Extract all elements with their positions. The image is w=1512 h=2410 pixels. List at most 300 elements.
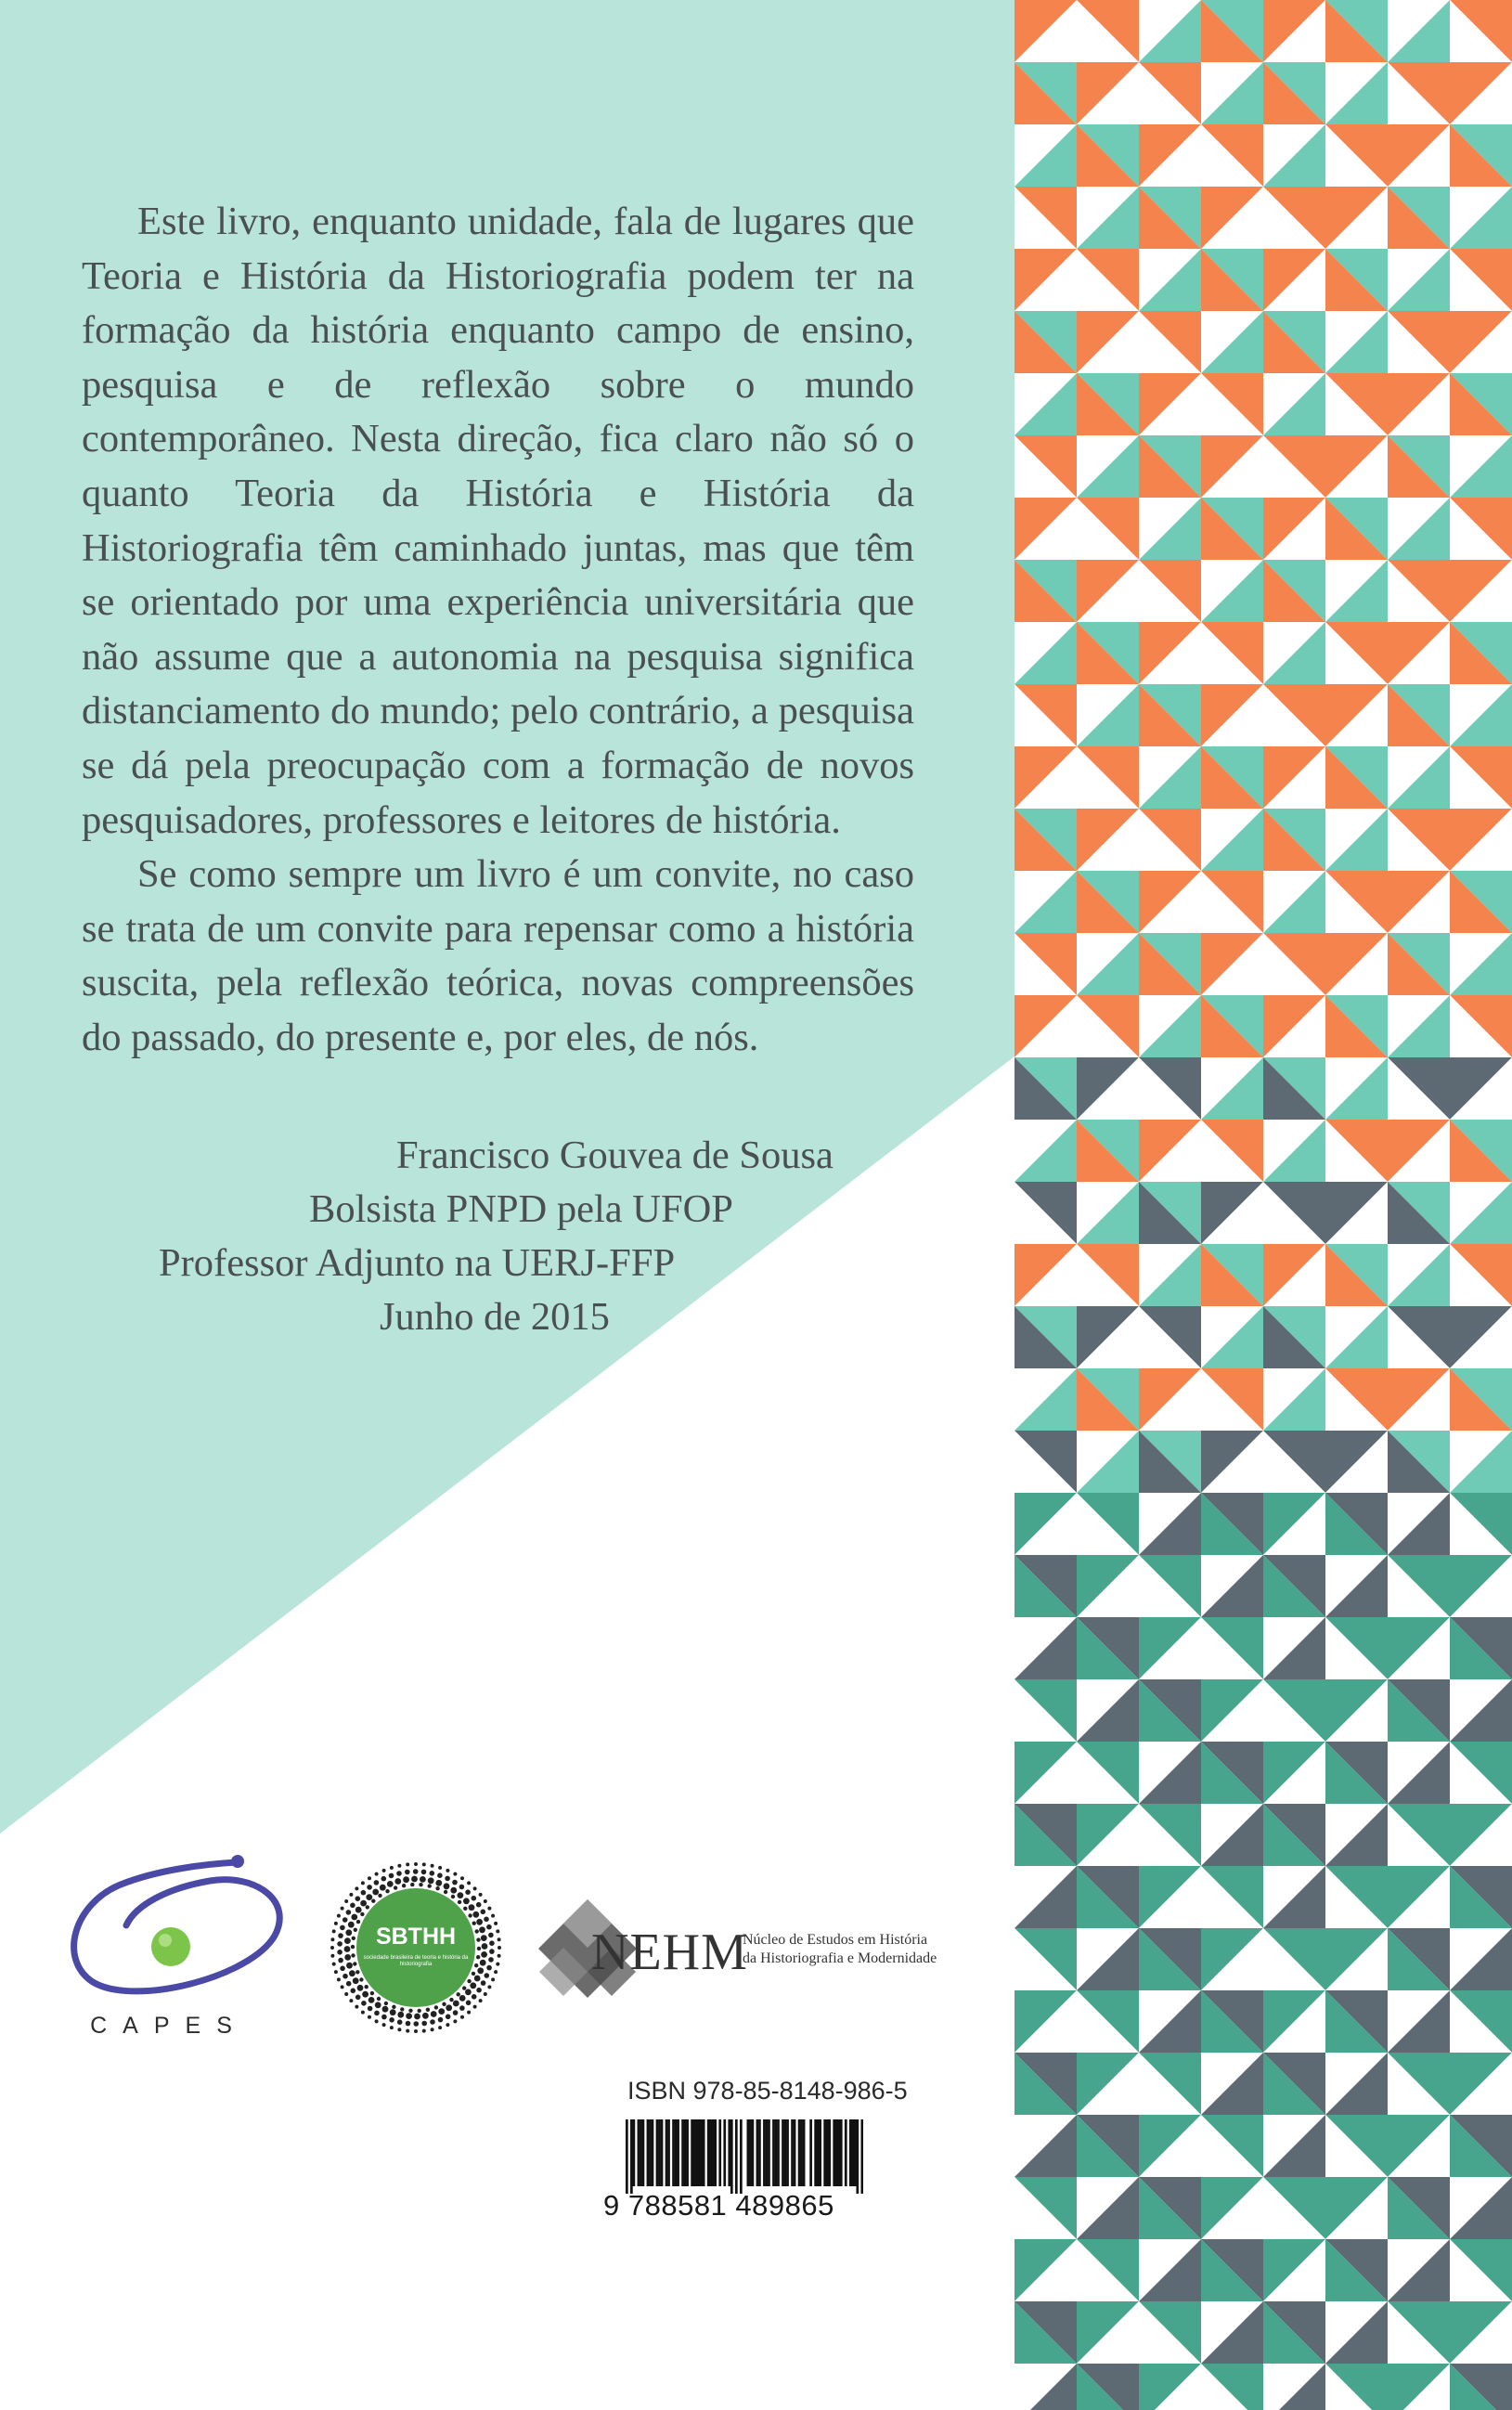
sbthh-ring-dot <box>366 1894 372 1900</box>
sbthh-ring-dot <box>368 2006 373 2012</box>
sbthh-ring-dot <box>405 1870 410 1875</box>
barcode-bar <box>666 2119 668 2186</box>
sbthh-ring-dot <box>460 1876 464 1880</box>
barcode-bar <box>817 2119 820 2186</box>
barcode-bar <box>845 2119 847 2186</box>
sbthh-ring-dot <box>397 2019 403 2025</box>
sbthh-ring-dot <box>496 1963 499 1966</box>
sbthh-ring-dot <box>422 2029 426 2033</box>
sbthh-ring-dot <box>463 1907 467 1911</box>
sbthh-ring-dot <box>487 1907 491 1911</box>
sbthh-ring-dot <box>462 1986 466 1989</box>
sbthh-ring-dot <box>459 1885 465 1890</box>
sbthh-ring-dot <box>361 1881 365 1885</box>
sbthh-ring-dot <box>355 2005 358 2009</box>
sbthh-ring-dot <box>372 1889 379 1896</box>
sbthh-ring-dot <box>477 1967 484 1974</box>
barcode-bar <box>672 2119 675 2186</box>
sbthh-ring-dot <box>340 1966 345 1972</box>
sbthh-ring-dot <box>357 1985 364 1991</box>
sbthh-ring-dot <box>474 1976 481 1982</box>
sbthh-ring-dot <box>344 1946 351 1952</box>
sbthh-ring-dot <box>451 1895 455 1898</box>
barcode-bar <box>735 2119 738 2194</box>
barcode-bar <box>794 2119 796 2186</box>
sbthh-ring-dot <box>342 1917 348 1923</box>
sbthh-ring-dot <box>353 1977 359 1984</box>
barcode-bar <box>823 2119 826 2186</box>
sbthh-ring-dot <box>380 1885 386 1891</box>
sbthh-ring-dot <box>355 1995 361 2001</box>
sbthh-ring-dot <box>368 1997 375 2003</box>
sbthh-ring-dot <box>472 1911 479 1918</box>
barcode-bar <box>647 2119 650 2186</box>
sbthh-ring-dot <box>406 2013 412 2019</box>
sbthh-ring-dot <box>351 1945 355 1949</box>
sbthh-ring-dot <box>340 1925 345 1931</box>
nehm-subtitle-line-2: da Historiografia e Modernidade <box>743 1950 937 1966</box>
sbthh-ring-dot <box>446 2023 449 2027</box>
barcode-bar <box>684 2119 687 2186</box>
barcode-bar <box>826 2119 829 2186</box>
sbthh-ring-dot <box>394 1878 401 1885</box>
sbthh-ring-dot <box>481 1935 487 1941</box>
sbthh-ring-dot <box>389 2017 394 2023</box>
sbthh-ring-dot <box>349 1893 353 1897</box>
nehm-subtitle <box>743 1931 937 1968</box>
sbthh-ring-dot <box>453 2010 459 2015</box>
sbthh-ring-dot <box>426 2008 430 2012</box>
sbthh-ring-dot <box>420 1876 426 1883</box>
sbthh-ring-dot <box>434 2005 438 2009</box>
barcode-bar <box>652 2119 654 2186</box>
sbthh-ring-dot <box>330 1954 334 1958</box>
sbthh-ring-dot <box>470 1982 476 1989</box>
sbthh-ring-dot <box>342 1974 348 1979</box>
sbthh-ring-dot <box>389 1873 394 1879</box>
barcode-bar <box>768 2119 770 2186</box>
sbthh-ring-dot <box>390 2009 396 2015</box>
sbthh-ring-dot <box>491 1977 495 1981</box>
sbthh-ring-dot <box>487 1985 491 1989</box>
sbthh-ring-dot <box>381 2015 387 2020</box>
barcode-bar <box>798 2119 801 2186</box>
sbthh-ring-dot <box>366 1905 369 1909</box>
barcode-bar <box>649 2119 652 2186</box>
capes-logo <box>56 1847 297 2010</box>
barcode-bar <box>782 2119 784 2186</box>
sbthh-ring-dot <box>387 1881 394 1887</box>
sbthh-ring-dot <box>476 1902 482 1908</box>
barcode-bar <box>860 2119 863 2194</box>
sbthh-ring-dot <box>481 1980 486 1986</box>
sbthh-ring-dot <box>491 1914 495 1918</box>
sbthh-ring-dot <box>351 1953 355 1957</box>
sbthh-ring-dot <box>410 1883 414 1886</box>
sbthh-ring-dot <box>367 1885 372 1890</box>
barcode-bar <box>763 2119 766 2186</box>
nehm-subtitle-line-1: Núcleo de Estudos em História <box>743 1932 928 1948</box>
sbthh-ring-dot <box>446 2015 451 2020</box>
sbthh-ring-dot <box>473 2005 477 2009</box>
sbthh-ring-dot <box>484 1992 487 1996</box>
sbthh-ring-dot <box>375 1872 379 1876</box>
sbthh-ring-dot <box>459 2005 465 2011</box>
barcode-bar <box>756 2119 759 2186</box>
barcode-bar <box>667 2119 670 2186</box>
sbthh-ring-dot <box>330 1937 334 1941</box>
sbthh-ring-dot <box>430 1871 435 1876</box>
barcode-bar <box>747 2119 750 2186</box>
sbthh-ring-dot <box>430 2019 435 2025</box>
sbthh-ring-dot <box>459 1995 466 2002</box>
sbthh-ring-dot <box>397 2028 401 2031</box>
sbthh-ring-dot <box>465 1889 471 1895</box>
sbthh-ring-dot <box>345 1929 352 1936</box>
sbthh-ring-dot <box>355 1970 359 1974</box>
sbthh-ring-dot <box>355 1907 362 1913</box>
sbthh-ring-dot <box>431 1864 434 1868</box>
sbthh-ring-dot <box>444 1890 447 1894</box>
barcode-bar <box>691 2119 693 2186</box>
sbthh-ring-dot <box>480 1960 486 1966</box>
sbthh-ring-dot <box>428 1884 432 1887</box>
barcode-bar <box>749 2119 752 2186</box>
sbthh-ring-dot <box>344 1992 348 1996</box>
sbthh-ring-dot <box>337 1941 342 1947</box>
barcode-bar <box>630 2119 633 2194</box>
sbthh-ring-dot <box>385 1889 389 1893</box>
sbthh-ring-dot <box>435 1880 442 1886</box>
sbthh-ring-dot <box>489 1949 495 1954</box>
sbthh-ring-dot <box>460 2015 464 2019</box>
sbthh-ring-dot <box>486 1965 492 1971</box>
sbthh-ring-dot <box>397 2012 404 2018</box>
barcode-bar <box>714 2119 717 2186</box>
sbthh-ring-dot <box>476 1919 483 1925</box>
barcode-bar <box>730 2119 733 2194</box>
barcode-bar <box>700 2119 703 2186</box>
barcode-bar <box>772 2119 775 2186</box>
sbthh-ring-dot <box>362 1991 368 1998</box>
sbthh-ring-dot <box>352 1937 355 1940</box>
sbthh-ring-dot <box>438 2017 444 2023</box>
barcode-bar <box>686 2119 689 2186</box>
barcode-digits: 9 788581 489865 <box>603 2189 834 2222</box>
sbthh-ring-dot <box>337 1914 341 1918</box>
sbthh-ring-dot <box>422 1862 426 1866</box>
sbthh-ring-dot <box>341 1985 344 1989</box>
sbthh-ring-dot <box>476 1937 480 1941</box>
sbthh-ring-dot <box>361 2001 367 2006</box>
sbthh-ring-dot <box>371 1899 375 1903</box>
barcode-bar <box>718 2119 721 2186</box>
sbthh-ring-dot <box>419 1883 422 1886</box>
sbthh-ring-dot <box>494 1922 498 1925</box>
sbthh-ring-dot <box>479 1926 485 1933</box>
sbthh-ring-dot <box>431 2028 434 2031</box>
sbthh-ring-dot <box>359 1977 363 1981</box>
sbthh-ring-dot <box>408 2009 412 2013</box>
sbthh-ring-dot <box>437 1872 443 1878</box>
sbthh-ring-dot <box>453 2019 457 2023</box>
sbthh-ring-dot <box>431 2011 437 2017</box>
sbthh-ring-dot <box>355 1886 358 1890</box>
sbthh-ring-dot <box>382 2006 389 2013</box>
sbthh-ring-dot <box>384 2002 388 2005</box>
sbthh-ring-dot <box>349 1999 353 2002</box>
geometric-pattern-strip <box>1014 0 1512 2410</box>
barcode-bar <box>786 2119 789 2186</box>
sbthh-ring-dot <box>467 1881 471 1885</box>
sbthh-ring-dot <box>353 1962 356 1965</box>
sbthh-ring-dot <box>466 2001 472 2006</box>
barcode-bar <box>809 2119 812 2186</box>
sbthh-ring-dot <box>348 1922 355 1928</box>
sbthh-ring-dot <box>486 1924 492 1930</box>
sbthh-ring-dot <box>351 1914 357 1921</box>
sbthh-ring-dot <box>438 1866 442 1870</box>
sbthh-ring-dot <box>484 1899 487 1903</box>
blurb-paragraph-2: Se como sempre um livro é um convite, no caso se trata de um convite para repensar como a história suscita, pela reflexão teórica, novas compreensões do passado, do presente e, por eles, de nós. <box>82 852 914 1059</box>
barcode-bar <box>800 2119 803 2186</box>
sbthh-ring-dot <box>444 1883 450 1889</box>
sbthh-ring-dot <box>467 2011 471 2015</box>
barcode-bar <box>709 2119 712 2186</box>
signature-name: Francisco Gouvea de Sousa <box>396 1134 834 1177</box>
barcode-bar <box>784 2119 787 2186</box>
sbthh-ring-dot <box>479 1999 483 2002</box>
sbthh-ring-dot <box>422 2013 429 2019</box>
barcode-bar <box>740 2119 743 2194</box>
sbthh-ring-dot <box>346 1910 352 1915</box>
barcode-bar <box>819 2119 821 2186</box>
barcode-bar <box>833 2119 835 2186</box>
sbthh-ring-dot <box>469 1904 475 1911</box>
sbthh-ring-dot <box>400 2007 404 2011</box>
sbthh-ring-dot <box>355 1896 361 1901</box>
sbthh-ring-dot <box>382 2023 386 2027</box>
sbthh-ring-dot <box>392 2005 395 2009</box>
barcode-bar <box>854 2119 857 2186</box>
sbthh-ring-dot <box>498 1946 501 1950</box>
sbthh-ring-dot <box>467 1979 471 1983</box>
sbthh-ring-dot <box>344 1899 348 1903</box>
sbthh-ring-dot <box>445 1876 450 1882</box>
sbthh-ring-dot <box>337 1977 341 1981</box>
sbthh-ring-dot <box>449 1998 453 2002</box>
sbthh-ring-dot <box>472 1972 475 1976</box>
barcode-bar <box>658 2119 661 2186</box>
sbthh-ring-dot <box>368 2015 371 2019</box>
barcode-bar <box>656 2119 659 2186</box>
barcode-bar <box>766 2119 769 2186</box>
sbthh-ring-dot <box>481 1951 487 1958</box>
sbthh-ring-dot <box>485 1973 490 1978</box>
barcode-bar <box>703 2119 705 2186</box>
sbthh-ring-dot <box>468 1913 472 1917</box>
sbthh-ring-dot <box>334 1922 338 1925</box>
sbthh-ring-dot <box>330 1946 334 1950</box>
barcode-bar <box>642 2119 645 2186</box>
sbthh-ring-dot <box>375 2019 379 2023</box>
nehm-label: NEHM <box>591 1924 748 1981</box>
sbthh-ring-dot <box>414 2021 420 2027</box>
barcode-bar <box>752 2119 755 2186</box>
sbthh-ring-dot <box>382 1869 386 1872</box>
capes-label: CAPES <box>90 2013 248 2039</box>
sbthh-subtitle: sociedade brasileira de teoria e história da historiografia <box>363 1955 469 1967</box>
sbthh-ring-dot <box>332 1963 336 1966</box>
sbthh-ring-dot <box>397 1864 401 1868</box>
sbthh-ring-dot <box>457 1992 460 1996</box>
barcode-bar <box>712 2119 715 2186</box>
barcode-bar <box>675 2119 678 2186</box>
sbthh-ring-dot <box>476 1955 480 1959</box>
sbthh-ring-dot <box>458 1900 461 1904</box>
sbthh-ring-dot <box>375 2002 381 2008</box>
sbthh-ring-dot <box>370 1991 374 1995</box>
sbthh-ring-dot <box>453 1872 457 1876</box>
sbthh-ring-dot <box>411 1876 418 1883</box>
sbthh-ring-dot <box>438 2008 445 2015</box>
barcode-bar <box>856 2119 859 2194</box>
sbthh-ring-dot <box>346 1981 352 1987</box>
sbthh-ring-dot <box>421 2021 427 2027</box>
sbthh-ring-dot <box>450 1887 457 1894</box>
barcode-bar <box>849 2119 852 2186</box>
sbthh-ring-dot <box>481 1910 486 1915</box>
sbthh-ring-dot <box>346 1963 353 1969</box>
barcode-bar <box>837 2119 840 2186</box>
sbthh-ring-dot <box>438 2026 442 2029</box>
barcode-bar <box>814 2119 817 2186</box>
barcode-bar <box>626 2119 628 2194</box>
sbthh-ring-dot <box>479 1893 483 1897</box>
isbn-label: ISBN 978-85-8148-986-5 <box>627 2077 908 2105</box>
sbthh-ring-dot <box>476 1988 482 1993</box>
sbthh-ring-dot <box>381 1876 387 1882</box>
sbthh-ring-dot <box>421 1870 427 1875</box>
isbn-barcode <box>626 2119 863 2194</box>
barcode-bar <box>661 2119 664 2186</box>
sbthh-ring-dot <box>446 2004 452 2011</box>
sbthh-ring-dot <box>344 1954 351 1961</box>
barcode-bar <box>698 2119 701 2186</box>
barcode-bar <box>723 2119 726 2186</box>
sbthh-ring-dot <box>374 2011 380 2016</box>
barcode-bar <box>693 2119 696 2186</box>
barcode-bar <box>775 2119 778 2186</box>
sbthh-ring-dot <box>442 2002 446 2006</box>
sbthh-ring-dot <box>482 1943 488 1950</box>
sbthh-ring-dot <box>414 2014 420 2020</box>
sbthh-ring-dot <box>344 1937 351 1944</box>
sbthh-ring-dot <box>452 1880 458 1885</box>
sbthh-ring-dot <box>394 1885 397 1889</box>
sbthh-ring-dot <box>494 1970 498 1974</box>
sbthh-ring-dot <box>496 1929 499 1933</box>
barcode-bar <box>835 2119 838 2186</box>
sbthh-ring-dot <box>498 1954 501 1958</box>
barcode-bar <box>681 2119 684 2186</box>
sbthh-ring-dot <box>402 1884 406 1887</box>
sbthh-ring-dot <box>334 1970 338 1974</box>
sbthh-ring-dot <box>390 1866 394 1870</box>
sbthh-ring-dot <box>475 1929 479 1933</box>
barcode-bar <box>695 2119 698 2186</box>
sbthh-ring-dot <box>351 1989 356 1994</box>
sbthh-ring-dot <box>418 2009 421 2013</box>
barcode-bar <box>803 2119 806 2186</box>
sbthh-ring-dot <box>337 1950 342 1955</box>
barcode-bar <box>777 2119 780 2186</box>
sbthh-ring-dot <box>489 1940 495 1946</box>
barcode-bar <box>791 2119 794 2186</box>
sbthh-ring-dot <box>360 1912 364 1916</box>
sbthh-ring-dot <box>349 1970 355 1976</box>
sbthh-ring-dot <box>406 2029 409 2033</box>
barcode-bar <box>633 2119 636 2186</box>
sbthh-ring-dot <box>332 1929 336 1933</box>
barcode-bar <box>758 2119 761 2186</box>
barcode-bar <box>828 2119 831 2186</box>
sbthh-ring-dot <box>368 1876 371 1880</box>
sbthh-ring-dot <box>413 1869 419 1874</box>
sbthh-ring-dot <box>458 1892 464 1898</box>
sbthh-ring-dot <box>414 1862 418 1866</box>
sbthh-ring-dot <box>472 1994 477 2000</box>
signature-line-1: Bolsista PNPD pela UFOP <box>309 1187 733 1231</box>
barcode-bar <box>640 2119 642 2186</box>
barcode-bar <box>840 2119 843 2186</box>
sbthh-ring-dot <box>498 1937 501 1941</box>
sbthh-ring-dot <box>488 1933 494 1938</box>
sbthh-ring-dot <box>365 1985 368 1989</box>
sbthh-ring-dot <box>338 1933 343 1938</box>
sbthh-ring-dot <box>488 1957 494 1963</box>
sbthh-ring-dot <box>435 1886 439 1890</box>
sbthh-ring-dot <box>361 2011 365 2015</box>
sbthh-ring-dot <box>350 1903 355 1909</box>
barcode-bar <box>728 2119 730 2186</box>
sbthh-ring-dot <box>477 1947 481 1950</box>
sbthh-ring-dot <box>474 1963 478 1967</box>
sbthh-label: SBTHH <box>375 1924 457 1950</box>
sbthh-ring-dot <box>374 1880 380 1885</box>
sbthh-ring-dot <box>446 1869 449 1872</box>
signature-line-2: Professor Adjunto na UERJ-FFP <box>159 1241 676 1285</box>
barcode-bar <box>638 2119 640 2186</box>
sbthh-ring-dot <box>473 1886 477 1890</box>
sbthh-ring-dot <box>406 1862 409 1866</box>
sbthh-ring-dot <box>453 2001 459 2007</box>
sbthh-ring-dot <box>472 1896 477 1901</box>
sbthh-ring-dot <box>396 1871 402 1876</box>
sbthh-ring-dot <box>361 1890 367 1896</box>
sbthh-ring-dot <box>428 1877 434 1884</box>
sbthh-ring-dot <box>403 1876 409 1883</box>
barcode-bar <box>851 2119 854 2186</box>
sbthh-ring-dot <box>406 2021 411 2027</box>
sbthh-ring-dot <box>338 1958 343 1963</box>
blurb-paragraph-1: Este livro, enquanto unidade, fala de lugares que Teoria e História da Historiografia podem ter na formação da história enquanto campo de ensino, pesquisa e de reflexão sobre o mundo contemporâneo. Nesta direção, fica claro não só o quanto Teoria da História e História da Historiografia têm caminhado juntas, mas que têm se orientado por uma experiência universitária que não assume que a autonomia na pesquisa significa distanciamento do mundo; pelo contrário, a pesquisa se dá pela preocupação com a formação de novos pesquisadores, professores e leitores de história. <box>82 200 914 842</box>
sbthh-ring-dot <box>463 1898 470 1904</box>
sbthh-ring-dot <box>378 1894 381 1898</box>
sbthh-ring-dot <box>377 1997 381 2001</box>
barcode-bar <box>707 2119 710 2186</box>
sbthh-ring-dot <box>341 1907 344 1911</box>
